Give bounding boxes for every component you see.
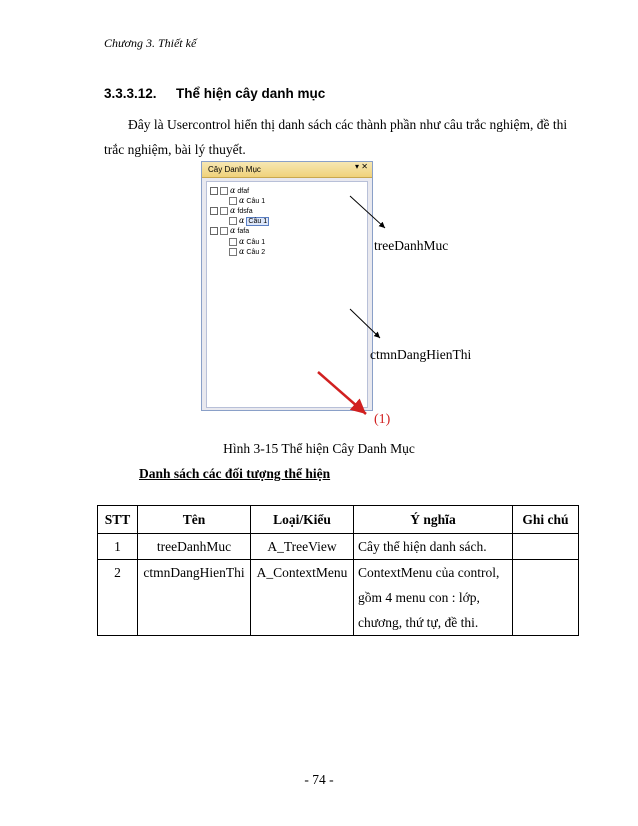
col-header-type: Loại/Kiểu [251,506,354,534]
col-header-stt: STT [98,506,138,534]
col-header-meaning: Ý nghĩa [354,506,513,534]
window-buttons: ▾ ✕ [355,162,368,171]
table-row [98,560,579,636]
cell-stt: 1 [98,534,138,560]
page-header: Chương 3. Thiết kế [104,36,197,50]
body-paragraph: Đây là Usercontrol hiển thị danh sách các thành phần như câu trắc nghiệm, đề thi trắc nghiệm, bài lý thuyết. [104,117,568,157]
section-title: Thể hiện cây danh mục [176,86,326,101]
cell-type: A_TreeView [251,534,354,560]
meaning-line: gồm 4 menu con : lớp, [358,590,480,605]
cell-name: treeDanhMuc [138,534,251,560]
table-row [98,534,579,560]
cell-stt: 2 [98,560,138,636]
section-number: 3.3.3.12. [104,86,157,101]
tree-node-label: fdsfa [237,208,253,215]
alpha-icon: α [230,206,236,215]
annotation-ctmndanghienthi: ctmnDangHienThi [370,347,472,362]
cell-type: A_ContextMenu [251,560,354,636]
tree-node-label: Câu 1 [246,198,266,205]
tree-node-label-selected: Câu 1 [248,218,268,225]
cell-note [513,534,579,560]
marker-arrow [318,372,366,414]
annotation-marker: (1) [374,412,391,427]
alpha-icon: α [239,237,245,246]
alpha-icon: α [230,186,236,195]
context-arrow [350,309,380,338]
tree-arrow [350,196,385,228]
figure-caption: Hình 3-15 Thể hiện Cây Danh Mục [223,441,415,456]
cell-name: ctmnDangHienThi [138,560,251,636]
cell-meaning [354,560,513,636]
alpha-icon: α [239,247,245,256]
tree-node-label: Câu 2 [246,249,266,256]
alpha-icon: α [239,216,245,225]
table-header-row [98,506,579,534]
cell-note [513,560,579,636]
meaning-line: chương, thứ tự, đề thi. [358,615,479,630]
window-title: Cây Danh Mục [208,165,261,174]
meaning-line: ContextMenu của control, [358,565,500,580]
meaning-line: Cây thể hiện danh sách. [358,539,487,554]
col-header-note: Ghi chú [513,506,579,534]
alpha-icon: α [239,196,245,205]
tree-node-label: Câu 1 [246,239,266,246]
page-number: - 74 - [304,772,334,787]
objects-table [97,505,579,636]
tree-node-label: fafa [237,228,250,235]
alpha-icon: α [230,226,236,235]
annotation-treedanhmuc: treeDanhMuc [374,238,449,253]
tree-node-label: dfaf [237,188,250,195]
cell-meaning [354,534,513,560]
col-header-name: Tên [138,506,251,534]
list-title: Danh sách các đối tượng thể hiện [139,466,331,481]
